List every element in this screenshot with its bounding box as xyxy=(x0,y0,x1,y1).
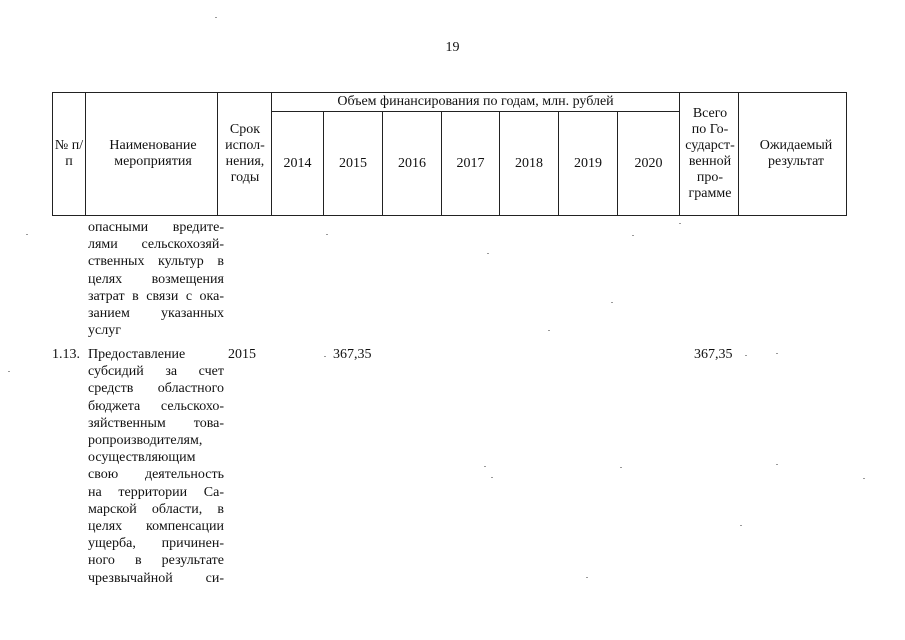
scan-speck xyxy=(586,577,588,578)
scan-speck xyxy=(632,235,634,236)
scan-speck xyxy=(8,371,10,372)
row-1-name-line: целях возмещения xyxy=(88,271,224,287)
row-2-name-line: субсидий за счет xyxy=(88,364,224,380)
scan-speck xyxy=(611,302,613,303)
page-number: 19 xyxy=(445,40,460,55)
header-funding: Объем финансирования по годам, млн. рублей xyxy=(337,93,614,109)
row-1-name-line: услуг xyxy=(88,323,121,339)
row-2-year-2015: 367,35 xyxy=(333,347,372,362)
scan-speck xyxy=(484,466,486,467)
scan-speck xyxy=(324,356,326,357)
row-2-name-line: ущерба, причинен- xyxy=(88,536,224,552)
scan-speck xyxy=(548,330,550,331)
header-term: Срок испол-нения, годы xyxy=(225,122,265,185)
scan-speck xyxy=(740,525,742,526)
row-2-name-line: ропроизводителям, xyxy=(88,433,203,449)
header-year-2020: 2020 xyxy=(634,155,663,171)
row-2-name-line: зяйственным това- xyxy=(88,415,224,431)
row-2-term: 2015 xyxy=(228,347,256,362)
header-year-2016: 2016 xyxy=(398,155,426,171)
border-2020 xyxy=(679,92,680,216)
row-2-name-line: марской области, в xyxy=(88,501,224,517)
row-2-name-line: свою деятельность xyxy=(88,467,224,483)
scan-speck xyxy=(326,234,328,235)
row-1-name-line: опасными вредите- xyxy=(88,220,224,235)
scan-speck xyxy=(863,478,865,479)
scan-speck xyxy=(215,17,217,18)
row-1-name-line: занием указанных xyxy=(88,306,224,322)
header-year-2018: 2018 xyxy=(515,155,543,171)
row-2-name-line: средств областного xyxy=(88,381,224,397)
header-year-2014: 2014 xyxy=(283,155,312,171)
table-header xyxy=(52,92,847,216)
row-2-name-line: Предоставление xyxy=(88,347,186,362)
header-total: Всего по Го-сударст-венной про-грамме xyxy=(685,106,735,201)
row-2-num: 1.13. xyxy=(52,347,80,362)
scan-speck xyxy=(679,223,681,224)
border-right xyxy=(846,92,847,216)
header-result: Ожидаемый результат xyxy=(759,138,833,169)
row-2-name-line: чрезвычайной си- xyxy=(88,570,224,586)
scan-speck xyxy=(487,253,489,254)
row-1-name-line: лями сельскохозяй- xyxy=(88,237,224,253)
scan-speck xyxy=(776,353,778,354)
scan-speck xyxy=(745,355,747,356)
row-1-name-line: ственных культур в xyxy=(88,254,224,270)
row-2-name-line: целях компенсации xyxy=(88,519,224,535)
scan-speck xyxy=(620,467,622,468)
header-year-2017: 2017 xyxy=(456,155,485,171)
header-year-2015: 2015 xyxy=(339,155,367,171)
row-2-name-line: осуществляющим xyxy=(88,450,196,466)
row-2-name xyxy=(88,346,224,587)
scan-speck xyxy=(26,234,28,235)
border-name xyxy=(217,92,218,216)
row-2-name-line: ного в результате xyxy=(88,553,224,569)
border-num xyxy=(85,92,86,216)
row-2-total: 367,35 xyxy=(694,347,733,362)
header-year-2019: 2019 xyxy=(574,155,602,171)
scan-speck xyxy=(491,477,493,478)
header-name: Наименование мероприятия xyxy=(109,138,197,169)
header-num: № п/п xyxy=(54,138,84,169)
row-2-name-line: бюджета сельскохо- xyxy=(88,398,224,414)
row-1-name xyxy=(88,219,224,339)
row-2-name-line: на территории Са- xyxy=(88,484,224,500)
row-1-name-line: затрат в связи с ока- xyxy=(88,288,224,304)
scan-speck xyxy=(776,464,778,465)
border-total xyxy=(738,92,739,216)
